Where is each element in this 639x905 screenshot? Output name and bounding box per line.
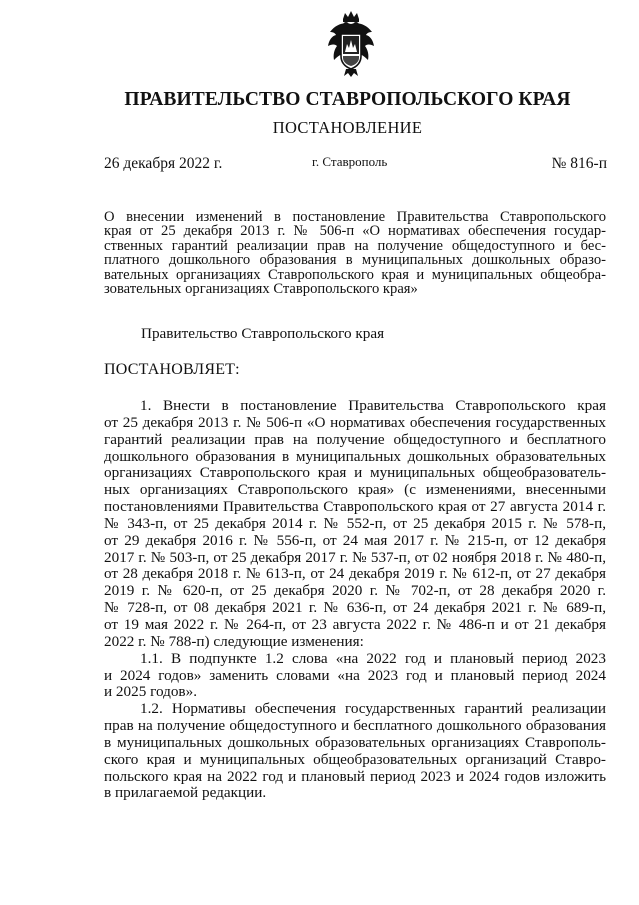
subject-line: зовательных организациях Ставропольского края»	[104, 281, 418, 298]
subject-line: платного дошкольного образования в муниципальных дошкольных образо-	[104, 252, 606, 269]
document-city: г. Ставрополь	[312, 154, 388, 169]
body-line: польского края на 2022 год и плановый период 2023 и 2024 годов изложить	[104, 767, 606, 785]
body-line: от 28 декабря 2018 г. № 613-п, от 24 декабря 2019 г. № 612-п, от 27 декабря	[104, 565, 606, 583]
body-line: ского края и муниципальных общеобразовательных организаций Ставро-	[104, 750, 606, 768]
government-title: ПРАВИТЕЛЬСТВО СТАВРОПОЛЬСКОГО КРАЯ	[124, 89, 571, 110]
decree-word: ПОСТАНОВЛЯЕТ:	[104, 361, 240, 378]
body-line: гарантий реализации прав на получение общедоступного и бесплатного	[104, 430, 606, 448]
document-body	[104, 398, 606, 802]
document-date: 26 декабря 2022 г.	[104, 155, 223, 172]
body-line: от 19 мая 2022 г. № 264-п, от 23 августа 2022 г. № 486-п и от 21 декабря	[104, 615, 606, 633]
subject-line: О внесении изменений в постановление Правительства Ставропольского	[104, 209, 606, 225]
body-line: в прилагаемой редакции.	[104, 784, 267, 802]
subject-line: края от 25 декабря 2013 г. № 506-п «О нормативах обеспечения государ-	[104, 223, 606, 240]
body-line: 2019 г. № 620-п, от 25 декабря 2020 г. № 702-п, от 28 декабря 2020 г.	[104, 582, 606, 600]
body-line: от 29 декабря 2016 г. № 556-п, от 24 мая 2017 г. № 215-п, от 12 декабря	[104, 531, 606, 549]
body-line: от 25 декабря 2013 г. № 506-п «О нормативах обеспечения государственных	[104, 413, 606, 431]
body-line: 1.2. Нормативы обеспечения государственных гарантий реализации	[140, 700, 606, 718]
body-line: 2022 г. № 788-п) следующие изменения:	[104, 632, 364, 650]
subject-line: ственных гарантий реализации прав на получение общедоступного и бес-	[104, 237, 606, 254]
body-line: 1.1. В подпункте 1.2 слова «на 2022 год и плановый период 2023	[140, 649, 606, 667]
body-line: и 2025 годов».	[104, 683, 197, 701]
body-line: организациях Ставропольского края и муниципальных общеобразователь-	[104, 464, 606, 482]
body-line: 1. Внести в постановление Правительства Ставропольского края	[140, 397, 606, 414]
subject-line: вательных организациях Ставропольского края и муниципальных общеобра-	[104, 266, 606, 283]
body-line: ных организациях Ставропольского края» (с изменениями, внесенными	[104, 481, 606, 499]
issuer: Правительство Ставропольского края	[141, 325, 385, 342]
body-line: прав на получение общедоступного и бесплатного дошкольного образования	[104, 717, 606, 735]
body-line: № 343-п, от 25 декабря 2014 г. № 552-п, от 25 декабря 2015 г. № 578-п,	[104, 514, 606, 532]
body-line: и 2024 годов» заменить словами «на 2023 год и плановый период 2024	[104, 666, 606, 684]
body-line: постановлениями Правительства Ставропольского края от 27 августа 2014 г.	[104, 498, 606, 516]
document-subject	[104, 210, 606, 296]
body-line: 2017 г. № 503-п, от 25 декабря 2017 г. № 537-п, от 02 ноября 2018 г. № 480-п,	[104, 548, 606, 566]
body-line: дошкольного образования в муниципальных дошкольных образовательных	[104, 447, 606, 465]
body-line: в муниципальных дошкольных образовательных организациях Ставрополь-	[104, 733, 606, 751]
coat-of-arms-emblem	[326, 10, 376, 78]
body-line: № 728-п, от 08 декабря 2021 г. № 636-п, от 24 декабря 2021 г. № 689-п,	[104, 599, 606, 617]
document-number: № 816-п	[551, 155, 607, 172]
document-type: ПОСТАНОВЛЕНИЕ	[272, 118, 423, 137]
